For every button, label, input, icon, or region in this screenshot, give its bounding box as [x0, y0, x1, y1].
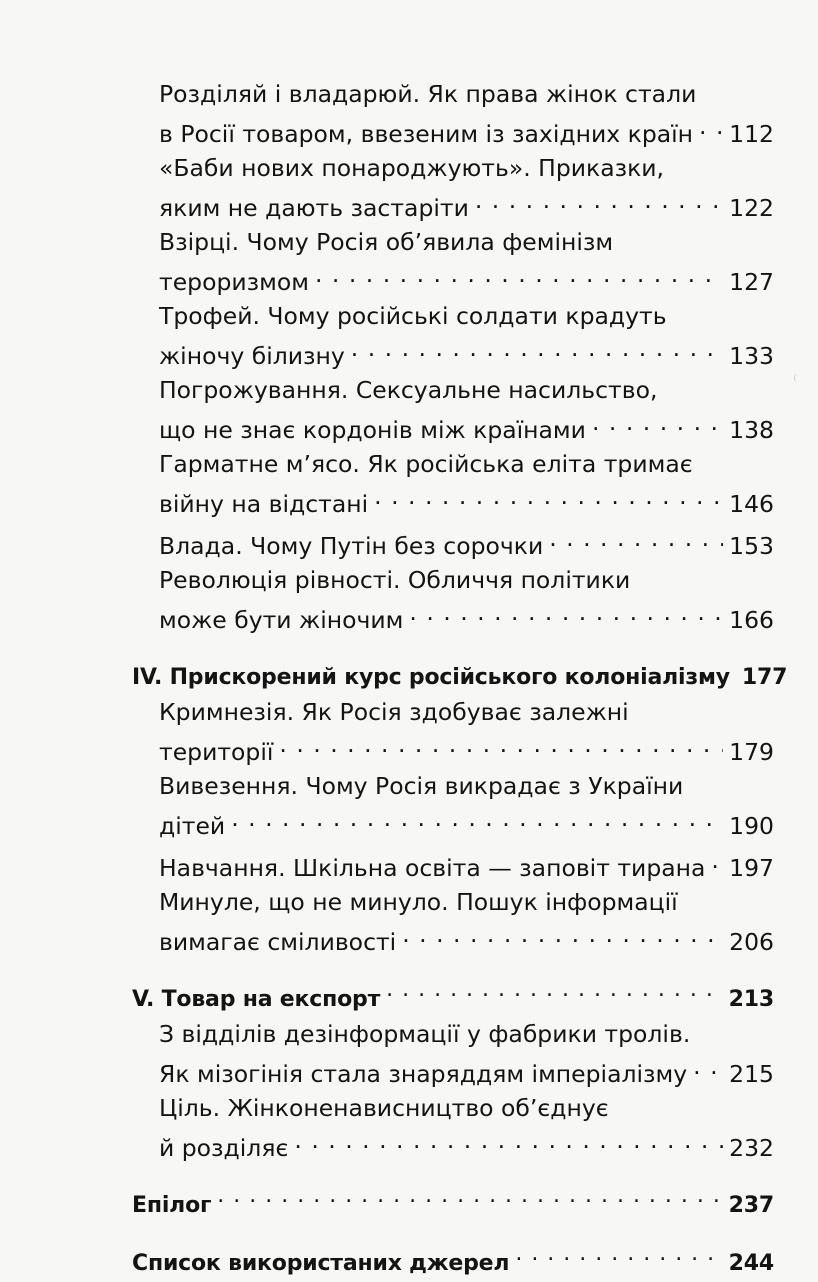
page-number: 197 — [729, 854, 774, 882]
section-title: V. Товар на експорт — [132, 987, 381, 1012]
entry-title-line2: в Росії товаром, ввезеним із західних країн — [159, 120, 694, 148]
toc-section-entry — [132, 1238, 774, 1280]
entry-title-line1: Вивезення. Чому Росія викрадає з України — [159, 772, 684, 800]
entry-title-line1: Минуле, що не минуло. Пошук інформації — [159, 888, 678, 916]
dot-leader — [711, 844, 723, 876]
dot-leader — [294, 1124, 723, 1156]
entry-title-line2: території — [159, 738, 274, 766]
dot-leader — [592, 406, 723, 438]
page-number: 237 — [728, 1193, 774, 1218]
entry-title-line1: «Баби нових понароджують». Приказки, — [159, 154, 665, 182]
toc-entry — [132, 564, 774, 636]
toc-entry — [132, 374, 774, 446]
dot-leader — [549, 522, 723, 554]
dot-leader — [386, 974, 723, 1006]
toc-entry — [132, 448, 774, 520]
page-number: 138 — [729, 416, 774, 444]
dot-leader — [231, 802, 723, 834]
entry-title-line2: й розділяє — [159, 1134, 289, 1162]
entry-title-line2: жіночу білизну — [159, 342, 345, 370]
page-number: 166 — [729, 606, 774, 634]
entry-title-line1: Революція рівності. Обличчя політики — [159, 566, 631, 594]
page-number: 122 — [729, 194, 774, 222]
section-title: Список використаних джерел — [132, 1251, 510, 1276]
entry-title-line1: Гарматне м’ясо. Як російська еліта тримає — [159, 450, 693, 478]
entry-title-line2: Як мізогінія стала знаряддям імперіалізму — [159, 1060, 688, 1088]
toc-entry — [132, 152, 774, 224]
entry-title-line1: Кримнезія. Як Росія здобуває залежні — [159, 698, 629, 726]
entry-title: Навчання. Шкільна освіта — заповіт тирана — [159, 854, 706, 882]
toc-entry — [132, 844, 774, 884]
entry-title-line2: вимагає сміливості — [159, 928, 397, 956]
page-number: 179 — [729, 738, 774, 766]
dot-leader — [217, 1180, 722, 1212]
dot-leader — [409, 596, 723, 628]
entry-title-line2: що не знає кордонів між країнами — [159, 416, 586, 444]
dot-leader — [699, 110, 723, 142]
entry-title-line1: Трофей. Чому російські солдати крадуть — [159, 302, 667, 330]
toc-section-entry — [132, 974, 774, 1016]
toc-entry — [132, 1092, 774, 1164]
entry-title-line1: Ціль. Жінконенависництво об’єднує — [159, 1094, 609, 1122]
table-of-contents — [132, 78, 788, 1282]
entry-title-line2: яким не дають застаріти — [159, 194, 469, 222]
toc-entry — [132, 78, 774, 150]
toc-entry — [132, 1018, 774, 1090]
section-title: IV. Прискорений курс російського колоніалізму — [132, 665, 730, 690]
page-number: 215 — [729, 1060, 774, 1088]
toc-section-entry — [132, 652, 788, 694]
entry-title-line1: Взірці. Чому Росія об’явила фемінізм — [159, 228, 614, 256]
dot-leader — [402, 918, 723, 950]
section-title: Епілог — [132, 1193, 212, 1218]
page-number: 177 — [741, 665, 788, 690]
dot-leader — [374, 480, 723, 512]
page-number: 127 — [729, 268, 774, 296]
dot-leader — [475, 184, 723, 216]
toc-entry — [132, 696, 774, 768]
entry-title-line1: Погрожування. Сексуальне насильство, — [159, 376, 658, 404]
dot-leader — [351, 332, 723, 364]
dot-leader — [515, 1238, 722, 1270]
toc-entry — [132, 886, 774, 958]
entry-title: Влада. Чому Путін без сорочки — [159, 532, 544, 560]
page-number: 232 — [729, 1134, 774, 1162]
page-number: 190 — [729, 812, 774, 840]
page-number: 146 — [729, 490, 774, 518]
dot-leader — [693, 1050, 723, 1082]
entry-title-line2: може бути жіночим — [159, 606, 404, 634]
dot-leader — [279, 728, 723, 760]
entry-title-line1: Розділяй і владарюй. Як права жінок стали — [159, 80, 697, 108]
toc-section-entry — [132, 1180, 774, 1222]
page-mark — [794, 374, 801, 382]
toc-entry — [132, 226, 774, 298]
entry-title-line2: дітей — [159, 812, 226, 840]
toc-entry — [132, 522, 774, 562]
page-number: 244 — [728, 1251, 774, 1276]
page-number: 133 — [729, 342, 774, 370]
page-number: 213 — [728, 987, 774, 1012]
toc-entry — [132, 770, 774, 842]
page-number: 206 — [729, 928, 774, 956]
entry-title-line2: війну на відстані — [159, 490, 369, 518]
toc-entry — [132, 300, 774, 372]
page-number: 112 — [729, 120, 774, 148]
entry-title-line1: З відділів дезінформації у фабрики тролів. — [159, 1020, 691, 1048]
dot-leader — [315, 258, 723, 290]
page-number: 153 — [729, 532, 774, 560]
entry-title-line2: тероризмом — [159, 268, 309, 296]
